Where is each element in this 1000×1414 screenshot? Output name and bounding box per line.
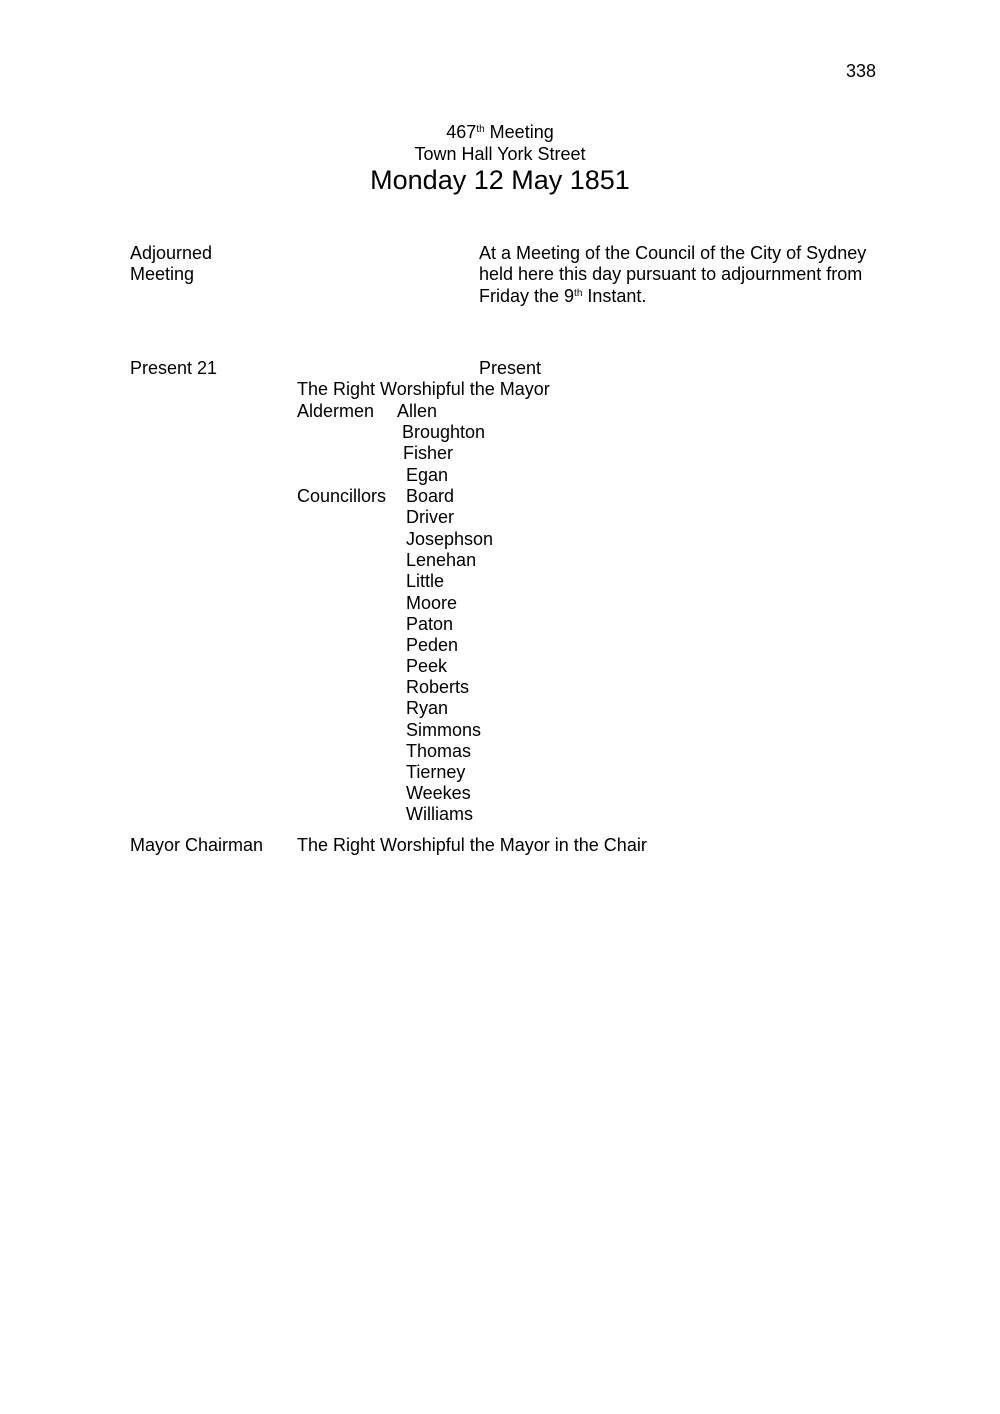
margin-adjourned: Adjourned [130,243,213,263]
chair-statement: The Right Worshipful the Mayor in the Chair [297,835,647,855]
councillor-name: Peden [406,635,459,655]
present-heading: Present [479,358,542,378]
alderman-name: Egan [406,465,449,485]
meeting-number: 467th Meeting [446,122,554,142]
councillor-name: Board [406,486,455,506]
adjourned-body-line-2: held here this day pursuant to adjournment from [479,264,863,284]
margin-present: Present 21 [130,358,218,378]
councillor-name: Weekes [406,783,471,803]
councillor-name: Ryan [406,698,449,718]
councillor-name: Thomas [406,741,472,761]
councillor-name: Peek [406,656,448,676]
meeting-venue: Town Hall York Street [414,144,586,164]
margin-mayor-chairman: Mayor Chairman [130,835,264,855]
alderman-name: Allen [397,401,438,421]
councillor-name: Moore [406,593,458,613]
meeting-date: Monday 12 May 1851 [370,165,630,195]
adjourned-body-line-1: At a Meeting of the Council of the City of Sydney [479,243,867,263]
councillor-name: Little [406,571,445,591]
adjourned-body-line-3: Friday the 9th Instant. [479,286,647,306]
present-mayor: The Right Worshipful the Mayor [297,379,550,399]
councillor-name: Simmons [406,720,482,740]
aldermen-label: Aldermen [297,401,375,421]
councillor-name: Williams [406,804,473,824]
councillors-label: Councillors [297,486,387,506]
councillor-name: Josephson [406,529,494,549]
councillor-name: Lenehan [406,550,477,570]
councillor-name: Driver [406,507,454,527]
councillor-name: Paton [406,614,454,634]
alderman-name: Fisher [403,443,454,463]
page-number: 338 [846,61,877,81]
councillor-name: Tierney [406,762,466,782]
margin-meeting: Meeting [130,264,195,284]
councillor-name: Roberts [406,677,470,697]
alderman-name: Broughton [402,422,486,442]
